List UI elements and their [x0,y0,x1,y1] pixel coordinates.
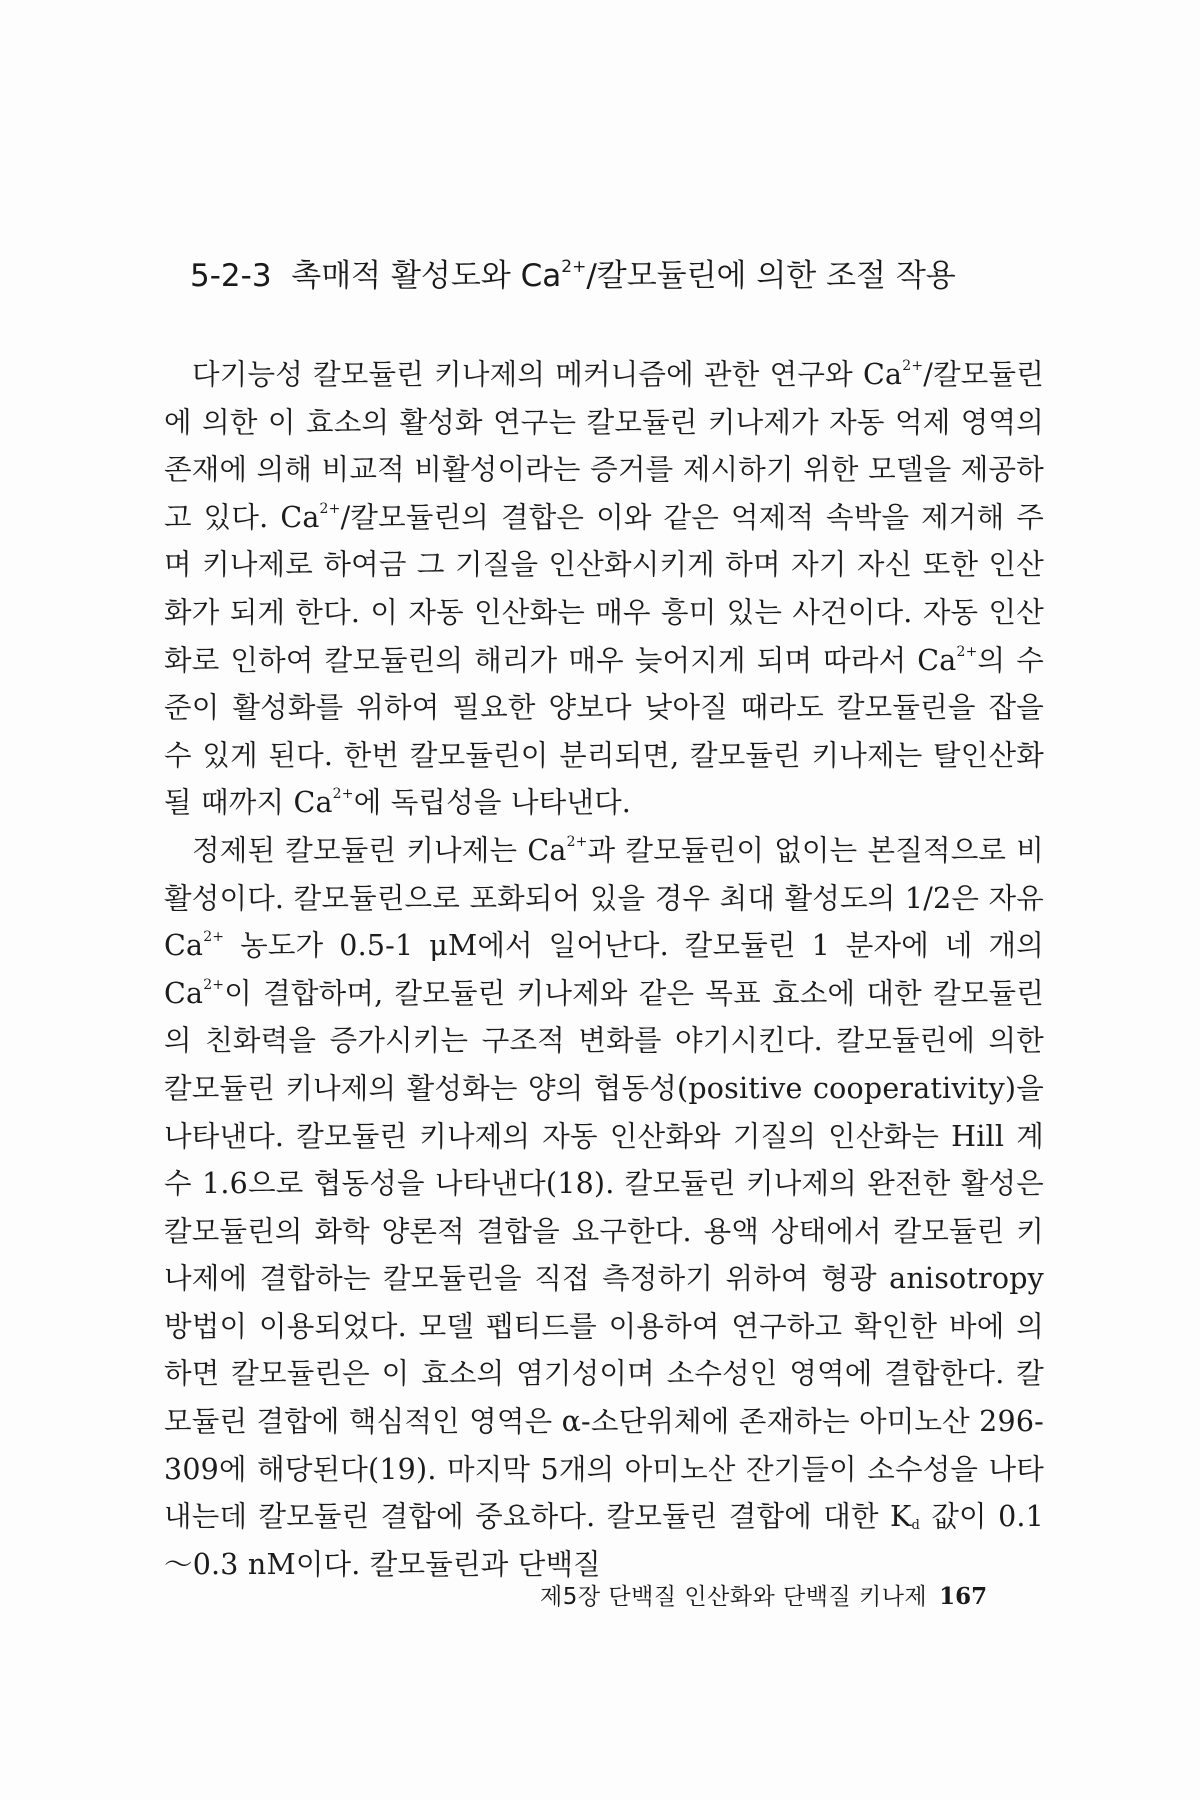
superscript: 2+ [956,643,978,660]
page-footer [540,1582,1060,1612]
text-run: 다기능성 칼모듈린 키나제의 메커니즘에 관한 연구와 Ca [192,358,903,391]
paragraph-1 [164,351,1044,827]
superscript: 2+ [332,786,354,803]
text-run: /칼모듈린의 결합은 이와 같은 억제적 속박을 제거해 주며 키나제로 하여금 그 기질을 인산화시키게 하며 자기 자신 또한 인산화가 되게 한다. 이 자동 인산화는 매우 흥미 있는 사건이다. 자동 인산화로 인하여 칼모듈린의 해리가 매우 늦어지게 되며 따라서 Ca [164,500,1045,677]
text-run: 농도가 0.5-1 μM에서 일어난다. 칼모듈린 1 분자에 네 개의 Ca [164,929,1044,1010]
text-run: 값이 0.1～0.3 nM이다. 칼모듈린과 단백질 [164,1500,1044,1581]
paragraph-2 [164,827,1044,1589]
superscript: 2+ [902,358,924,374]
body-text [164,351,1044,1588]
heading-text-part: /칼모듈린에 의한 조절 작용 [586,258,956,294]
subscript: d [911,1518,921,1534]
section-heading [190,256,1090,296]
text-run: 의 수준이 활성화를 위하여 필요한 양보다 낮아질 때라도 칼모듈린을 잡을 수 있게 된다. 한번 칼모듈린이 분리되면, 칼모듈린 키나제는 탈인산화될 때까지 Ca [164,643,1044,820]
text-run: /칼모듈린에 의한 이 효소의 활성화 연구는 칼모듈린 키나제가 자동 억제 영역의 존재에 의해 비교적 비활성이라는 증거를 제시하기 위한 모델을 제공하고 있다. Ca [164,358,1044,534]
superscript: 2+ [566,833,588,850]
text-run: 에 독립성을 나타낸다. [353,786,632,820]
page-number: 167 [939,1583,988,1610]
section-number: 5-2-3 [190,258,272,294]
superscript: 2+ [203,929,225,946]
superscript: 2+ [319,500,341,517]
text-run: 과 칼모듈린이 없이는 본질적으로 비활성이다. 칼모듈린으로 포화되어 있을 경우 최대 활성도의 1/2은 자유 Ca [164,833,1044,963]
heading-superscript: 2+ [561,257,587,277]
running-footer-chapter: 제5장 단백질 인산화와 단백질 키나제 [540,1584,928,1610]
text-run: 정제된 칼모듈린 키나제는 Ca [192,833,567,867]
text-run: 이 결합하며, 칼모듈린 키나제와 같은 목표 효소에 대한 칼모듈린의 친화력을 증가시키는 구조적 변화를 야기시킨다. 칼모듈린에 의한 칼모듈린 키나제의 활성화는 양의 협동성(positive cooperativity)을 나타낸다. 칼모듈린 키나제의 자동 인산화와 기질의 인산화는 Hill 계수 1.6으로 협동성을 나타낸다(18). 칼모듈린 키나제의 완전한 활성은 칼모듈린의 화학 양론적 결합을 요구한다. 용액 상태에서 칼모듈린 키나제에 결합하는 칼모듈린을 직접 측정하기 위하여 형광 anisotropy 방법이 이용되었다. 모델 펩티드를 이용하여 연구하고 확인한 바에 의하면 칼모듈린은 이 효소의 염기성이며 소수성인 영역에 결합한다. 칼모듈린 결합에 핵심적인 영역은 α-소단위체에 존재하는 아미노산 296-309에 해당된다(19). 마지막 5개의 아미노산 잔기들이 소수성을 나타내는데 칼모듈린 결합에 중요하다. 칼모듈린 결합에 대한 K [164,976,1044,1534]
heading-text-part: 촉매적 활성도와 Ca [291,258,562,294]
superscript: 2+ [203,976,225,993]
